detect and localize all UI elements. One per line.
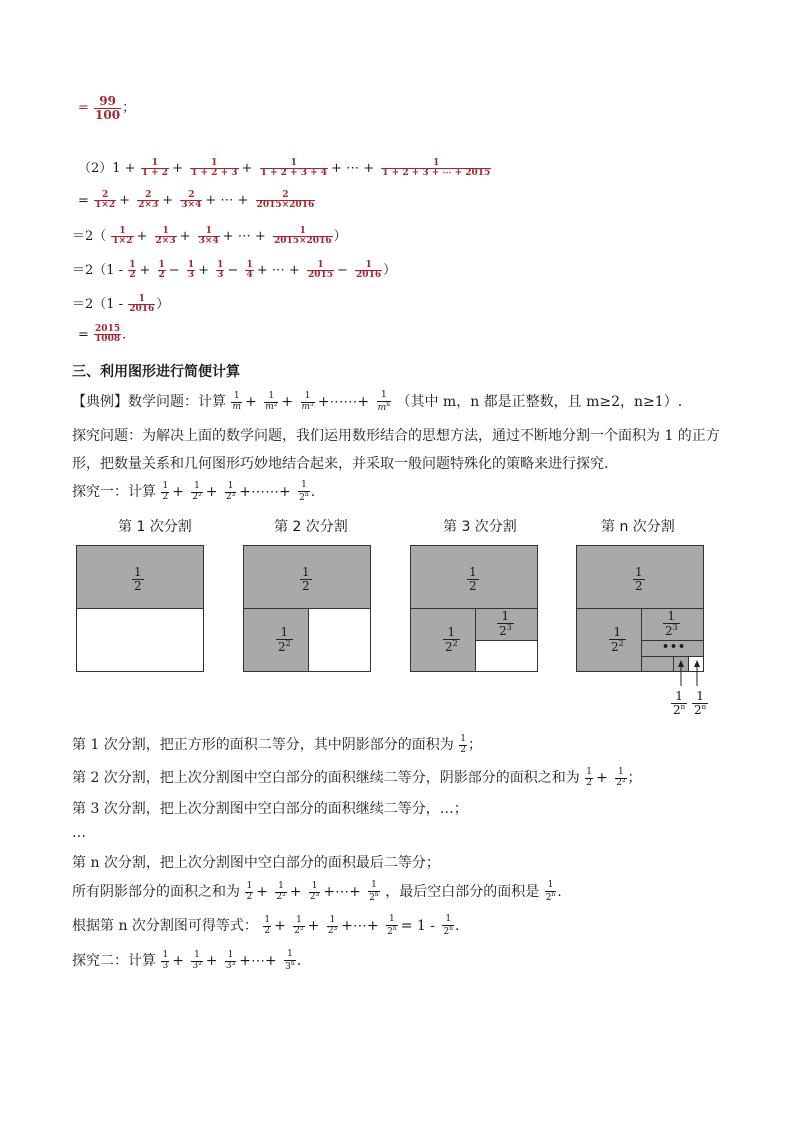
explore-paragraph-line-2: 形，把数量关系和几何图形巧妙地结合起来，并采取一般问题特殊化的策略来进行探究． bbox=[72, 456, 618, 472]
diagram-n-arrows bbox=[670, 658, 710, 688]
explore-2-line: 探究二：计算 $\frac{1}{3}$ + $\frac{1}{\text{3²}}$ + $\frac{1}{\text{3³}}$ +⋯+ $\frac{1}{3^n}$ . bbox=[72, 949, 302, 972]
diagram-n-frac-last-1: 1 2$^n$ bbox=[673, 689, 686, 718]
diagram-3-frac-eighth: 1 $2^3$ bbox=[499, 609, 512, 639]
step-line-3: 第 3 次分割，把上次分割图中空白部分的面积继续二等分，…； bbox=[72, 801, 468, 817]
diagram-3-title: 第 3 次分割 bbox=[443, 519, 517, 535]
step-2: ＝2（ $\frac{1}{1\times 2}$ + $\frac{1}{2\times 3}$ + $\frac{1}{3\times 4}$ + ⋯ + $\frac{1}{2015\times 2016}$ ） bbox=[72, 225, 347, 246]
diagram-3-frac-quarter: 1 $2^2$ bbox=[445, 625, 458, 655]
diagram-2-title: 第 2 次分割 bbox=[274, 519, 348, 535]
diagram-3-hline-2 bbox=[476, 640, 537, 641]
step-1: = $\frac{2}{1\times 2}$ + $\frac{2}{2\times 3}$ + $\frac{2}{3\times 4}$ + ⋯ + $\frac{2}{2015\times 2016}$ bbox=[78, 190, 315, 211]
equation-line: 根据第 n 次分割图可得等式： $\frac{1}{2}$ + $\frac{1}{\text{2²}}$ + $\frac{1}{\text{2³}}$ +⋯+ $\frac{1}{2^n}$ = 1 - $\frac{1}{2^n}$ . bbox=[72, 914, 460, 937]
step-line-1: 第 1 次分割，把正方形的面积二等分，其中阴影部分的面积为 $\frac{1}{2}$ ； bbox=[72, 734, 482, 755]
diagram-n-frac-quarter: 1 $2^2$ bbox=[611, 625, 624, 655]
explore-paragraph-line-1: 探究问题：为解决上面的数学问题，我们运用数形结合的思想方法，通过不断地分割一个面积为 1 的正方 bbox=[72, 428, 720, 444]
sum-line: 所有阴影部分的面积之和为 $\frac{1}{2}$ + $\frac{1}{\text{2²}}$ + $\frac{1}{\text{2³}}$ +⋯+ $\frac{1}{2^n}$ ，最后空白部分的面积是 $\frac{1}{2^n}$ . bbox=[72, 880, 562, 903]
diagram-n-frac-half: 1 2 bbox=[635, 565, 643, 594]
result-line-1: = $\frac{99}{100}$ ； bbox=[78, 94, 136, 122]
step-line-n: 第 n 次分割，把上次分割图中空白部分的面积最后二等分； bbox=[72, 855, 440, 871]
diagram-3-hline bbox=[411, 608, 537, 609]
step-4: ＝2（1 - $\frac{1}{2016}$ ） bbox=[72, 293, 170, 314]
diagram-n-title: 第 n 次分割 bbox=[601, 519, 675, 535]
step-line-2: 第 2 次分割，把上次分割图中空白部分的面积继续二等分，阴影部分的面积之和为 $\frac{1}{2}$ + $\frac{1}{\text{2²}}$ ； bbox=[72, 767, 642, 788]
diagram-n-frac-last-2: 1 2$^n$ bbox=[694, 689, 707, 718]
diagram-2-vline bbox=[308, 608, 309, 671]
diagram-1-title: 第 1 次分割 bbox=[118, 519, 192, 535]
diagram-2-hline bbox=[244, 608, 370, 609]
diagram-1-divider bbox=[77, 608, 203, 609]
example-line: 【典例】数学问题：计算 $\frac{1}{m}$ + $\frac{1}{\text{m²}}$ + $\frac{1}{\text{m³}}$ +⋯⋯+ $\frac{1}{m^n}$ （其中 m，n 都是正整数，且 m≥2，n≥1）. bbox=[72, 390, 683, 413]
section-heading: 三、利用图形进行简便计算 bbox=[72, 364, 240, 380]
diagram-1-frac-half: 1 2 bbox=[134, 565, 142, 594]
diagram-n-hline bbox=[577, 608, 703, 609]
diagram-2-frac-quarter: 1 $2^2$ bbox=[278, 625, 291, 655]
diagram-n-ellipsis: ••• bbox=[662, 640, 687, 653]
explore-1-line: 探究一：计算 $\frac{1}{2}$ + $\frac{1}{\text{2²}}$ + $\frac{1}{\text{2³}}$ +⋯⋯+ $\frac{1}{2^n}$ . bbox=[72, 480, 316, 503]
diagram-n-frac-eighth: 1 $2^3$ bbox=[665, 609, 678, 639]
diagram-3-frac-half: 1 2 bbox=[469, 565, 477, 594]
part-2-expression: （2）1 + $\frac{1}{1 + 2}$ + $\frac{1}{1 + 2 + 3}$ + $\frac{1}{1 + 2 + 3 + 4}$ + ⋯ + $\frac{1}{1 + 2 + 3 + \cdots + 2015}$ bbox=[78, 157, 491, 178]
ellipsis-line: … bbox=[72, 825, 86, 841]
step-3: ＝2（1 - $\frac{1}{2}$ + $\frac{1}{2}$ − $\frac{1}{3}$ + $\frac{1}{3}$ − $\frac{1}{4}$ + ⋯ + $\frac{1}{2015}$ − $\frac{1}{2016}$ ） bbox=[72, 259, 397, 280]
diagram-2-frac-half: 1 2 bbox=[302, 565, 310, 594]
final-result: = $\frac{2015}{1008}$ . bbox=[78, 324, 127, 345]
